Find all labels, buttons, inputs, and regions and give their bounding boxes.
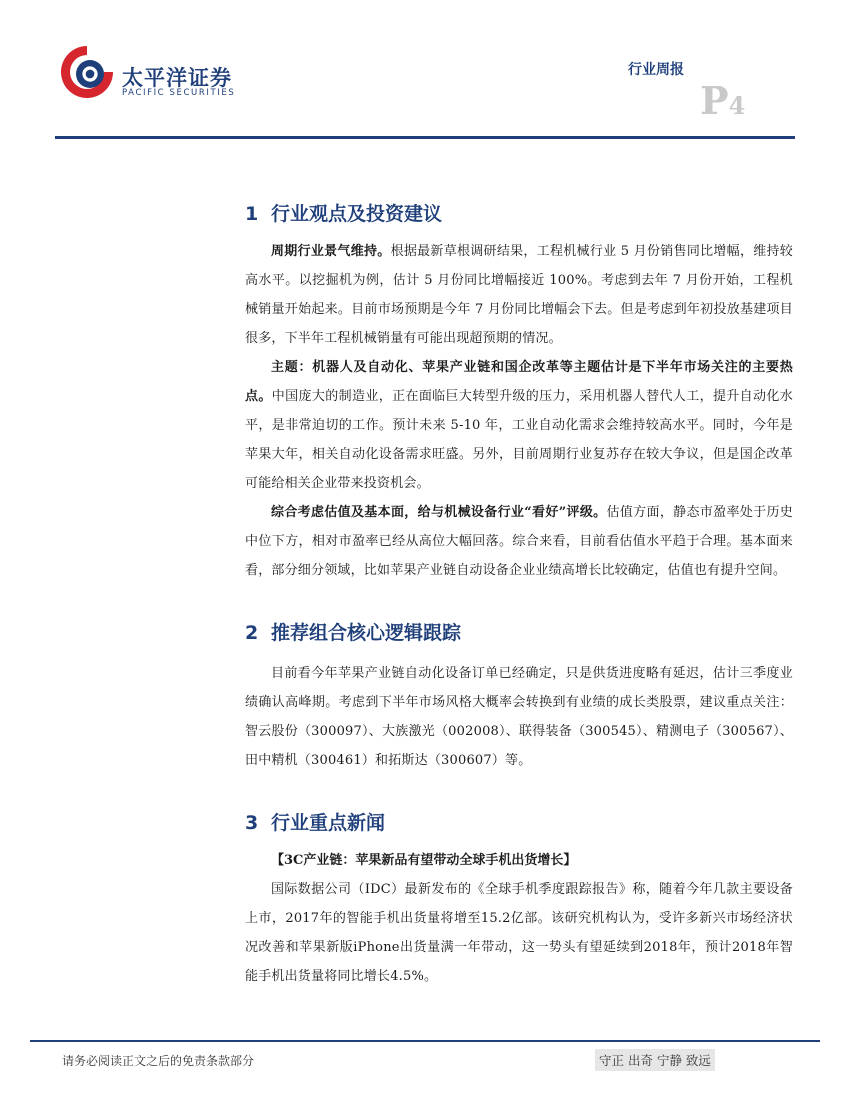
section-title	[245, 615, 793, 651]
section-number: 3	[245, 812, 259, 834]
page-header	[0, 0, 850, 140]
section-number: 1	[245, 203, 259, 225]
footer-rule	[30, 1040, 820, 1042]
paragraph-text: 估值方面，静态市盈率处于历史中位下方，相对市盈率已经从高位大幅回落。综合来看，目前看估值水平趋于合理。基本面来看，部分细分领域，比如苹果产业链自动设备企业业绩高增长比较确定，估值也有提升空间。	[245, 505, 793, 578]
paragraph	[245, 353, 793, 498]
page-prefix: P	[700, 78, 729, 123]
section-title-text: 行业观点及投资建议	[271, 203, 443, 225]
paragraph	[245, 498, 793, 585]
section-3	[245, 805, 793, 991]
paragraph	[245, 237, 793, 353]
section-title	[245, 196, 793, 232]
main-content	[245, 196, 793, 991]
paragraph-lead: 周期行业景气维持。	[271, 244, 391, 259]
logo-english-name: PACIFIC SECURITIES	[122, 88, 236, 98]
page-number	[700, 78, 745, 123]
header-rule	[55, 136, 795, 139]
paragraph	[245, 875, 793, 991]
paragraph-lead: 主题：机器人及自动化、苹果产业链和国企改革等主题估计是下半年市场关注的主要热点。	[245, 360, 793, 404]
section-title-text: 推荐组合核心逻辑跟踪	[271, 622, 462, 644]
paragraph-text: 根据最新草根调研结果，工程机械行业 5 月份销售同比增幅，维持较高水平。以挖掘机为例，估计 5 月份同比增幅接近 100%。考虑到去年 7 月份开始，工程机械销量开始起来。目前市场预期是今年 7 月份同比增幅会下去。但是考虑到年初投放基建项目很多，下半年工程机械销量有可能出现超预期的情况。	[245, 244, 793, 346]
paragraph-text: 目前看今年苹果产业链自动化设备订单已经确定，只是供货进度略有延迟，估计三季度业绩确认高峰期。考虑到下半年市场风格大概率会转换到有业绩的成长类股票，建议重点关注：智云股份（300097）、大族激光（002008）、联得装备（300545）、精测电子（300567）、田中精机（300461）和拓斯达（300607）等。	[245, 666, 793, 768]
logo-chinese-name: 太平洋证券	[122, 66, 232, 90]
section-number: 2	[245, 622, 259, 644]
section-1	[245, 196, 793, 585]
pacific-securities-logo-icon	[58, 43, 116, 101]
page-number-value: 4	[728, 91, 746, 120]
paragraph-lead: 综合考虑估值及基本面，给与机械设备行业“看好”评级。	[271, 505, 607, 520]
footer-motto: 守正 出奇 宁静 致远	[595, 1049, 715, 1071]
paragraph	[245, 659, 793, 775]
report-type: 行业周报	[628, 62, 684, 78]
paragraph-text: 中国庞大的制造业，正在面临巨大转型升级的压力，采用机器人替代人工，提升自动化水平，是非常迫切的工作。预计未来 5-10 年，工业自动化需求会维持较高水平。同时，今年是苹果大年，相关自动化设备需求旺盛。另外，目前周期行业复苏存在较大争议，但是国企改革可能给相关企业带来投资机会。	[245, 389, 793, 491]
paragraph-text: 国际数据公司（IDC）最新发布的《全球手机季度跟踪报告》称，随着今年几款主要设备上市，2017年的智能手机出货量将增至15.2亿部。该研究机构认为，受许多新兴市场经济状况改善和苹果新版iPhone出货量满一年带动，这一势头有望延续到2018年，预计2018年智能手机出货量将同比增长4.5%。	[245, 882, 793, 984]
footer-disclaimer: 请务必阅读正文之后的免责条款部分	[62, 1054, 255, 1068]
news-headline: 【3C产业链：苹果新品有望带动全球手机出货增长】	[271, 853, 577, 868]
section-title	[245, 805, 793, 841]
section-title-text: 行业重点新闻	[271, 812, 386, 834]
section-2	[245, 615, 793, 775]
